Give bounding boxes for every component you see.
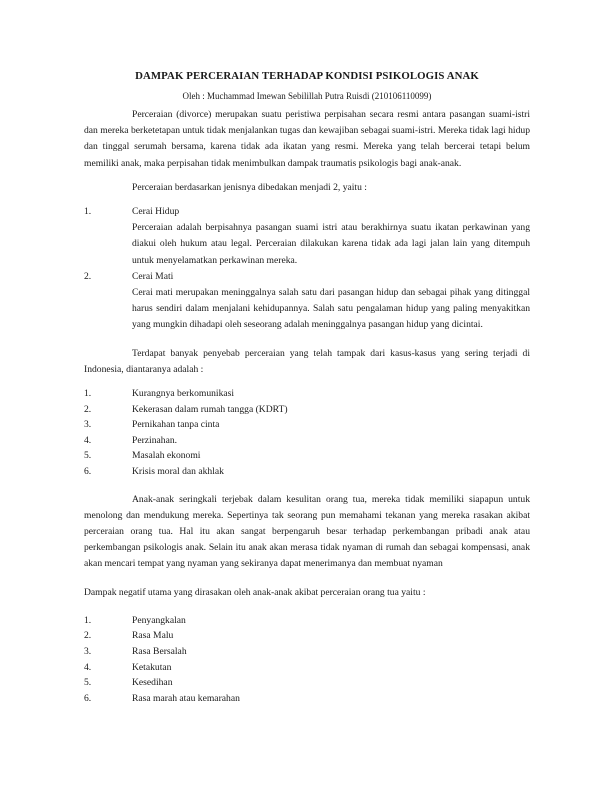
list-number: 2. <box>84 403 92 415</box>
impact-text: Penyangkalan <box>132 614 186 626</box>
list-item <box>84 660 530 676</box>
list-item <box>84 402 530 418</box>
type-name: Cerai Hidup <box>132 206 180 218</box>
impact-text: Rasa marah atau kemarahan <box>132 692 240 704</box>
type-description: Cerai mati merupakan meninggalnya salah satu dari pasangan hidup dan sebagai pihak yang ditinggal harus sendiri dalam menjalani kehidupannya. Salah satu pengalaman hidup yang paling menyakitkan yang mungkin dihadapi oleh seseorang adalah meninggalnya pasangan hidup yang dicintai. <box>132 287 530 331</box>
list-number: 2. <box>84 630 92 642</box>
author-line: Oleh : Muchammad Imewan Sebilillah Putra Ruisdi (210106110099) <box>182 91 432 101</box>
children-paragraph: Anak-anak seringkali terjebak dalam kesulitan orang tua, mereka tidak memiliki siapapun untuk menolong dan mendukung mereka. Sepertinya tak seorang pun memahami tekanan yang mereka rasakan akibat perceraian orang tua. Hal itu akan sangat berpengaruh besar terhadap perkembangan pribadi anak atau perkembangan psikologis anak. Selain itu anak akan merasa tidak nyaman di rumah dan sebagai kompensasi, anak akan mencari tempat yang nyaman yang sekiranya dapat menerimanya dan membuat nyaman <box>84 493 530 570</box>
cause-text: Krisis moral dan akhlak <box>132 466 224 478</box>
document-title: DAMPAK PERCERAIAN TERHADAP KONDISI PSIKOLOGIS ANAK <box>135 70 479 82</box>
list-number: 3. <box>84 646 92 658</box>
list-number: 5. <box>84 450 92 462</box>
impacts-intro: Dampak negatif utama yang dirasakan oleh anak-anak akibat perceraian orang tua yaitu : <box>84 586 426 598</box>
list-number: 4. <box>84 434 92 446</box>
list-item <box>84 417 530 433</box>
types-intro: Perceraian berdasarkan jenisnya dibedakan menjadi 2, yaitu : <box>132 181 367 193</box>
list-number: 2. <box>84 270 92 282</box>
cause-text: Perzinahan. <box>132 434 178 446</box>
list-number: 1. <box>84 614 92 626</box>
list-item <box>84 448 530 464</box>
type-description: Perceraian adalah berpisahnya pasangan suami istri atau berakhirnya suatu ikatan perkawinan yang diakui oleh hukum atau legal. Perceraian dilakukan karena tidak ada lagi jalan lain yang ditempuh untuk menyelamatkan perkawinan mereka. <box>132 222 530 266</box>
list-item <box>84 675 530 691</box>
causes-intro: Terdapat banyak penyebab perceraian yang telah tampak dari kasus-kasus yang sering terjadi di Indonesia, diantaranya adalah : <box>84 347 530 375</box>
list-number: 1. <box>84 388 92 400</box>
impacts-list <box>84 613 530 707</box>
list-item <box>84 269 530 334</box>
list-number: 1. <box>84 206 92 218</box>
cause-text: Pernikahan tanpa cinta <box>132 419 220 431</box>
list-number: 5. <box>84 677 92 689</box>
document-page <box>84 68 530 706</box>
list-item <box>84 691 530 707</box>
causes-list <box>84 386 530 480</box>
list-item <box>84 433 530 449</box>
cause-text: Masalah ekonomi <box>132 450 201 462</box>
list-number: 6. <box>84 692 92 704</box>
divorce-types-list <box>84 204 530 334</box>
impact-text: Rasa Malu <box>132 630 174 642</box>
list-number: 6. <box>84 466 92 478</box>
list-item <box>84 628 530 644</box>
list-item <box>84 204 530 269</box>
cause-text: Kurangnya berkomunikasi <box>132 388 235 400</box>
list-item <box>84 613 530 629</box>
cause-text: Kekerasan dalam rumah tangga (KDRT) <box>132 403 288 415</box>
impact-text: Rasa Bersalah <box>132 646 187 658</box>
type-name: Cerai Mati <box>132 270 174 282</box>
impact-text: Kesedihan <box>132 677 173 689</box>
intro-paragraph: Perceraian (divorce) merupakan suatu peristiwa perpisahan secara resmi antara pasangan suami-istri dan mereka berketetapan untuk tidak menjalankan tugas dan kewajiban sebagai suami-istri. Mereka tidak lagi hidup dan tinggal serumah bersama, karena tidak ada ikatan yang resmi. Mereka yang telah bercerai tetapi belum memiliki anak, maka perpisahan tidak menimbulkan dampak traumatis psikologis bagi anak-anak. <box>84 109 530 169</box>
impact-text: Ketakutan <box>132 661 172 673</box>
list-item <box>84 386 530 402</box>
list-item <box>84 644 530 660</box>
list-item <box>84 464 530 480</box>
list-number: 3. <box>84 419 92 431</box>
list-number: 4. <box>84 661 92 673</box>
